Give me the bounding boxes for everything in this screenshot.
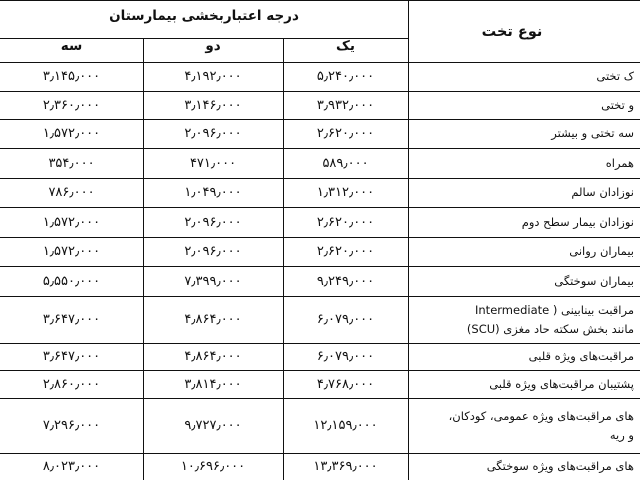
grade-one-value: ۱۳٫۳۶۹٫۰۰۰ bbox=[313, 459, 378, 474]
bed-type-label bbox=[410, 266, 634, 296]
bed-type-label bbox=[410, 62, 634, 91]
grade-three-value: ۸٫۰۲۳٫۰۰۰ bbox=[42, 459, 101, 474]
column-rule bbox=[143, 38, 144, 480]
grade-one-value: ۲٫۶۲۰٫۰۰۰ bbox=[316, 126, 375, 141]
row-rule bbox=[0, 38, 408, 39]
row-rule bbox=[0, 296, 640, 297]
bed-type-label-line: پشتیبان مراقبت‌های ویژه قلبی bbox=[489, 376, 634, 391]
grade-two-value: ۴۷۱٫۰۰۰ bbox=[189, 155, 237, 171]
bed-type-label-line: نوزادان بیمار سطح دوم bbox=[521, 214, 634, 229]
grade-one-value: ۴٫۷۶۸٫۰۰۰ bbox=[316, 376, 375, 392]
row-rule bbox=[0, 119, 640, 120]
grade-two-value: ۷٫۳۹۹٫۰۰۰ bbox=[184, 273, 242, 289]
grade-one-value: ۲٫۶۲۰٫۰۰۰ bbox=[316, 244, 375, 259]
grade-two-header: دو bbox=[205, 38, 221, 54]
grade-three-value: ۵٫۵۵۰٫۰۰۰ bbox=[42, 273, 101, 289]
column-rule bbox=[283, 38, 284, 480]
bed-type-label-line: همراه bbox=[605, 155, 634, 170]
grade-two-value: ۳٫۸۱۴٫۰۰۰ bbox=[184, 376, 242, 392]
grade-three-value: ۳٫۶۴۷٫۰۰۰ bbox=[42, 349, 101, 364]
bed-type-label bbox=[410, 91, 634, 119]
bed-type-label bbox=[410, 119, 634, 148]
bed-type-label-line: مانند بخش سکته حاد مغزی (SCU) bbox=[466, 321, 634, 336]
bed-type-label-line: های مراقبت‌های ویژه عمومی، کودکان، bbox=[448, 408, 634, 423]
accreditation-group-header: درجه اعتباربخشی بیمارستان bbox=[109, 8, 299, 24]
grade-one-value: ۶٫۰۷۹٫۰۰۰ bbox=[316, 312, 375, 327]
grade-two-value: ۲٫۰۹۶٫۰۰۰ bbox=[184, 214, 242, 230]
grade-two-value: ۱٫۰۴۹٫۰۰۰ bbox=[184, 185, 242, 200]
grade-three-value: ۷۸۶٫۰۰۰ bbox=[48, 185, 95, 200]
row-rule bbox=[0, 207, 640, 208]
grade-three-value: ۲٫۸۶۰٫۰۰۰ bbox=[42, 376, 101, 392]
grade-three-value: ۱٫۵۷۲٫۰۰۰ bbox=[42, 126, 101, 141]
row-rule bbox=[0, 398, 640, 399]
grade-two-value: ۴٫۱۹۲٫۰۰۰ bbox=[184, 69, 242, 84]
bed-type-label bbox=[410, 148, 634, 178]
bed-type-label-line: نوزادان سالم bbox=[571, 185, 634, 199]
grade-three-value: ۱٫۵۷۲٫۰۰۰ bbox=[42, 214, 101, 230]
bed-type-label-line: بیماران روانی bbox=[569, 244, 634, 258]
bed-type-label bbox=[410, 453, 634, 480]
grade-three-value: ۳۵۴٫۰۰۰ bbox=[48, 155, 95, 171]
grade-one-value: ۱۲٫۱۵۹٫۰۰۰ bbox=[313, 418, 378, 433]
grade-one-header: یک bbox=[336, 38, 355, 54]
grade-one-value: ۵۸۹٫۰۰۰ bbox=[322, 155, 369, 171]
row-rule bbox=[0, 91, 640, 92]
bed-type-label bbox=[410, 343, 634, 370]
grade-three-value: ۱٫۵۷۲٫۰۰۰ bbox=[42, 244, 101, 259]
bed-type-label-line: و ریه bbox=[609, 427, 634, 442]
bed-type-label bbox=[410, 207, 634, 237]
bed-type-label-line: سه تختی و بیشتر bbox=[551, 126, 634, 140]
grade-one-value: ۲٫۶۲۰٫۰۰۰ bbox=[316, 214, 375, 230]
grade-two-value: ۴٫۸۶۴٫۰۰۰ bbox=[184, 312, 242, 327]
row-rule bbox=[0, 148, 640, 149]
grade-two-value: ۲٫۰۹۶٫۰۰۰ bbox=[184, 244, 242, 259]
row-rule bbox=[0, 62, 640, 63]
grade-one-value: ۵٫۲۴۰٫۰۰۰ bbox=[316, 69, 375, 84]
bed-type-label-line: بیماران سوختگی bbox=[554, 273, 634, 288]
grade-two-value: ۴٫۸۶۴٫۰۰۰ bbox=[184, 349, 242, 364]
grade-one-value: ۳٫۹۳۲٫۰۰۰ bbox=[316, 97, 375, 113]
row-rule bbox=[0, 343, 640, 344]
grade-two-value: ۹٫۷۲۷٫۰۰۰ bbox=[184, 418, 242, 433]
row-rule bbox=[0, 178, 640, 179]
grade-one-value: ۹٫۲۴۹٫۰۰۰ bbox=[316, 273, 375, 289]
grade-three-header: سه bbox=[60, 38, 83, 54]
bed-type-label-line: مراقبت‌های ویژه قلبی bbox=[528, 349, 634, 363]
grade-three-value: ۷٫۲۹۶٫۰۰۰ bbox=[42, 418, 101, 433]
bed-type-header: نوع تخت bbox=[481, 24, 543, 40]
column-rule bbox=[408, 0, 409, 480]
bed-type-label-line: ک تختی bbox=[596, 69, 634, 83]
bed-type-label bbox=[410, 178, 634, 207]
bed-type-label bbox=[410, 237, 634, 266]
row-rule bbox=[0, 237, 640, 238]
bed-type-label bbox=[410, 398, 634, 453]
row-rule bbox=[0, 370, 640, 371]
grade-two-value: ۲٫۰۹۶٫۰۰۰ bbox=[184, 126, 242, 141]
bed-type-label-line: مراقبت بینابینی ( Intermediate bbox=[475, 302, 634, 317]
grade-two-value: ۱۰٫۶۹۶٫۰۰۰ bbox=[180, 459, 246, 474]
row-rule bbox=[0, 453, 640, 454]
grade-one-value: ۱٫۳۱۲٫۰۰۰ bbox=[316, 185, 375, 200]
bed-type-label bbox=[410, 370, 634, 398]
bed-type-label-line: و تختی bbox=[601, 97, 634, 112]
row-rule bbox=[0, 0, 640, 1]
row-rule bbox=[0, 266, 640, 267]
grade-one-value: ۶٫۰۷۹٫۰۰۰ bbox=[316, 349, 375, 364]
grade-two-value: ۳٫۱۴۶٫۰۰۰ bbox=[184, 97, 242, 113]
grade-three-value: ۳٫۱۴۵٫۰۰۰ bbox=[42, 69, 101, 84]
bed-type-label-line: های مراقبت‌های ویژه سوختگی bbox=[486, 459, 634, 473]
grade-three-value: ۲٫۳۶۰٫۰۰۰ bbox=[42, 97, 101, 113]
grade-three-value: ۳٫۶۴۷٫۰۰۰ bbox=[42, 312, 101, 327]
bed-type-label bbox=[410, 296, 634, 343]
